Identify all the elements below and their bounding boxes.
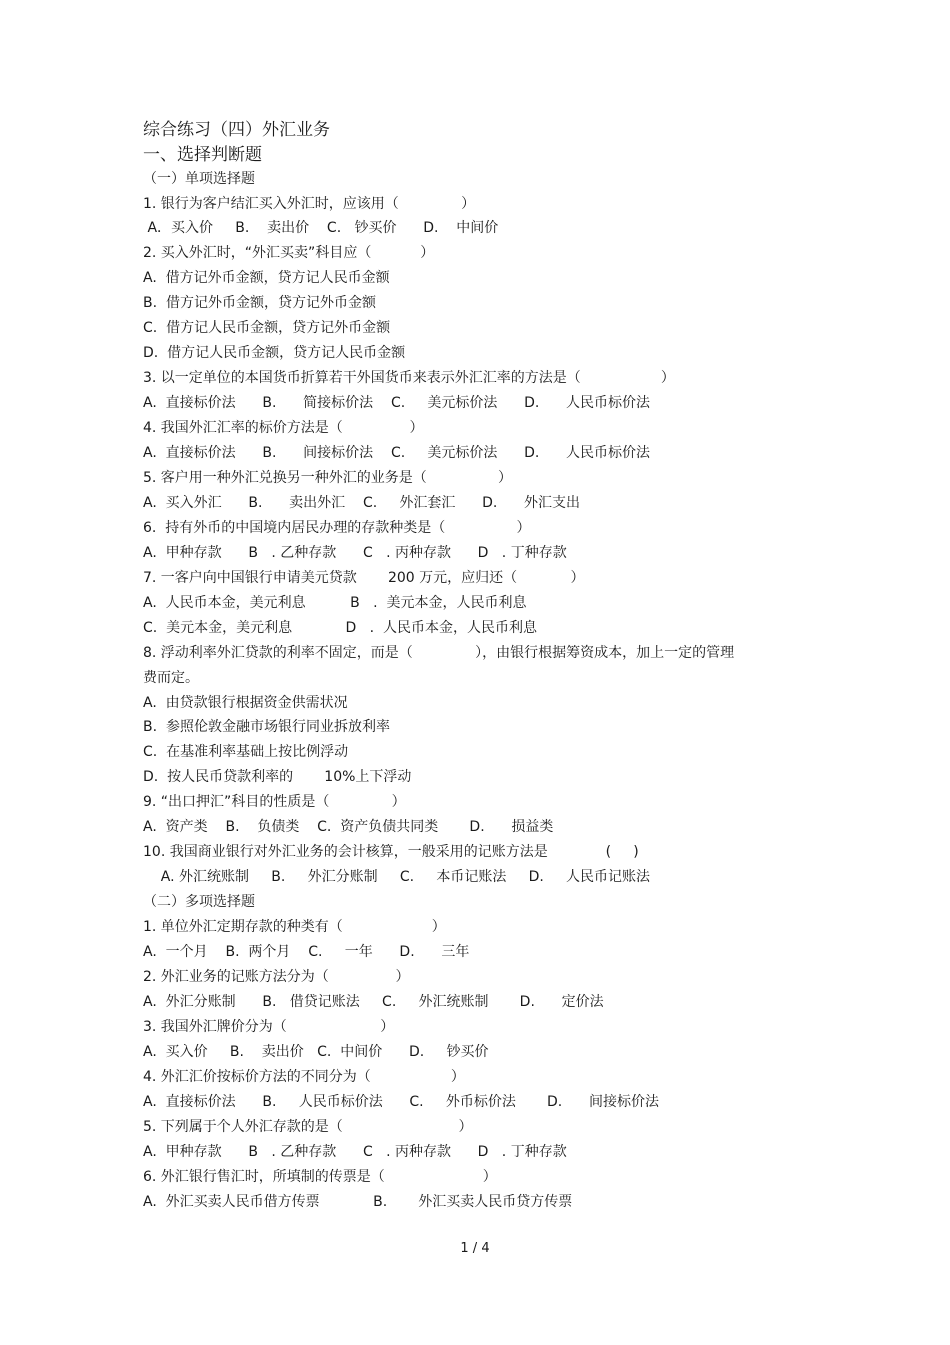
question-text: 4. 我国外汇汇率的标价方法是（ ） [143,420,424,436]
answer-options: A. 直接标价法 B. 简接标价法 C. 美元标价法 D. 人民币标价法 [143,395,651,411]
answer-option: B. 借方记外币金额，贷方记外币金额 [143,295,376,311]
answer-options: A. 直接标价法 B. 人民币标价法 C. 外币标价法 D. 间接标价法 [143,1094,659,1110]
question-text: 3. 以一定单位的本国货币折算若干外国货币来表示外汇汇率的方法是（ ） [143,370,675,386]
question-text: 4. 外汇汇价按标价方法的不同分为（ ） [143,1069,465,1085]
question-text: 5. 下列属于个人外汇存款的是（ ） [143,1119,473,1135]
answer-options: A. 外汇买卖人民币借方传票 B. 外汇买卖人民币贷方传票 [143,1194,573,1210]
answer-options: A. 买入价 B. 卖出价 C. 中间价 D. 钞买价 [143,1044,489,1060]
answer-options: A．买入价 B. 卖出价 C. 钞买价 D. 中间价 [143,220,499,236]
answer-options: A. 人民币本金，美元利息 B . 美元本金，人民币利息 [143,595,527,611]
question-text: 1. 单位外汇定期存款的种类有（ ） [143,919,446,935]
subsection-heading: （一）单项选择题 [143,171,255,187]
answer-options: A. 一个月 B. 两个月 C. 一年 D. 三年 [143,944,470,960]
question-text-continued: 费而定。 [143,670,199,686]
answer-option: A. 借方记外币金额，贷方记人民币金额 [143,270,390,286]
answer-option: D. 按人民币贷款利率的 10%上下浮动 [143,769,412,785]
answer-options: A. 直接标价法 B. 间接标价法 C. 美元标价法 D. 人民币标价法 [143,445,651,461]
question-text: 3. 我国外汇牌价分为（ ） [143,1019,395,1035]
question-text: 7. 一客户向中国银行申请美元贷款 200 万元，应归还（ ） [143,570,585,586]
answer-option: B. 参照伦敦金融市场银行同业拆放利率 [143,719,390,735]
question-text: 2. 外汇业务的记账方法分为（ ） [143,969,410,985]
question-text: 8. 浮动利率外汇贷款的利率不固定，而是（ ），由银行根据筹资成本，加上一定的管理 [143,645,735,661]
answer-option: D. 借方记人民币金额，贷方记人民币金额 [143,345,406,361]
question-text: 6. 持有外币的中国境内居民办理的存款种类是（ ） [143,520,531,536]
answer-options: A. 买入外汇 B. 卖出外汇 C. 外汇套汇 D. 外汇支出 [143,495,581,511]
answer-options: A. 资产类 B. 负债类 C. 资产负债共同类 D. 损益类 [143,819,554,835]
question-text: 9. “出口押汇”科目的性质是（ ） [143,794,406,810]
subsection-heading: （二）多项选择题 [143,894,255,910]
question-text: 5. 客户用一种外汇兑换另一种外汇的业务是（ ） [143,470,513,486]
answer-options: A. 甲种存款 B . 乙种存款 C . 丙种存款 D . 丁种存款 [143,1144,567,1160]
question-text: 6. 外汇银行售汇时，所填制的传票是（ ） [143,1169,497,1185]
answer-option: C. 在基准利率基础上按比例浮动 [143,744,349,760]
answer-options: A. 外汇分账制 B. 借贷记账法 C. 外汇统账制 D. 定价法 [143,994,604,1010]
page-number: 1 / 4 [460,1241,490,1256]
question-text: 10. 我国商业银行对外汇业务的会计核算，一般采用的记账方法是 ( ) [143,844,639,860]
answer-options: C. 美元本金，美元利息 D . 人民币本金，人民币利息 [143,620,538,636]
answer-option: A. 由贷款银行根据资金供需状况 [143,695,348,711]
section-heading: 一、选择判断题 [143,145,262,165]
answer-options: A. 甲种存款 B . 乙种存款 C . 丙种存款 D . 丁种存款 [143,545,567,561]
doc-title: 综合练习（四）外汇业务 [143,120,330,140]
question-text: 1. 银行为客户结汇买入外汇时，应该用（ ） [143,196,476,212]
answer-options: A. 外汇统账制 B. 外汇分账制 C. 本币记账法 D. 人民币记账法 [143,869,651,885]
answer-option: C. 借方记人民币金额，贷方记外币金额 [143,320,391,336]
question-text: 2. 买入外汇时，“外汇买卖”科目应（ ） [143,245,435,261]
